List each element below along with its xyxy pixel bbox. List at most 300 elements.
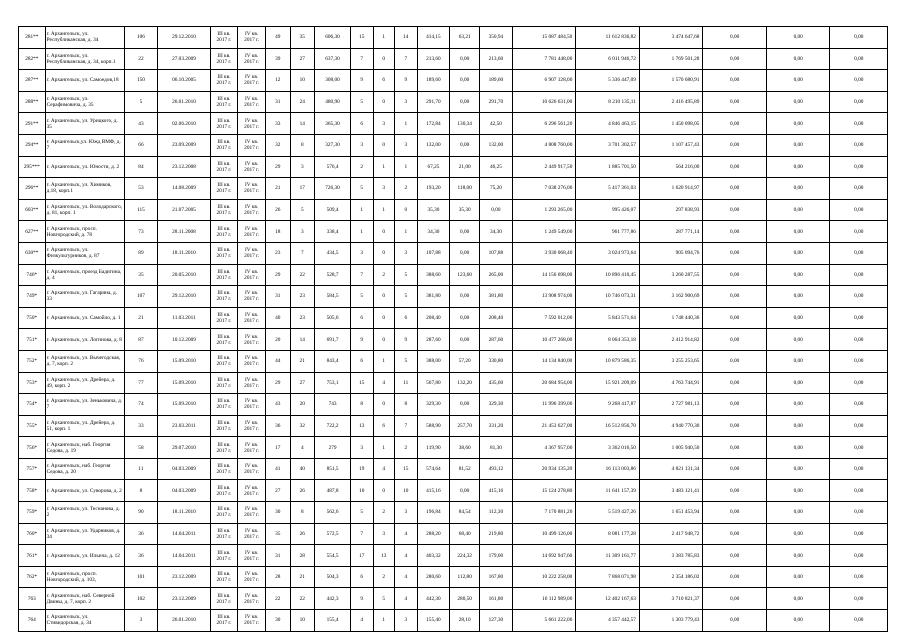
table-cell-c17: 8 210 135,11 [576,91,640,113]
table-cell-id: 282** [19,48,46,70]
table-cell-c15: 208,40 [480,307,513,329]
table-cell-address: г. Архангельск, наб. Георгия Седова, д. 19 [45,437,124,459]
table-cell-id: 295*** [19,156,46,178]
table-cell-c19: 0,00 [703,70,767,92]
table-cell-c15: 42,50 [480,113,513,135]
table-cell-c8: 32 [290,415,315,437]
table-cell-c13: 280,60 [417,566,450,588]
table-cell-c19: 0,00 [703,588,767,610]
table-cell-c3: 8 [124,480,158,502]
table-cell-c13: 119,90 [417,437,450,459]
table-cell-c12: 6 [395,307,418,329]
table-cell-c6: IV кв. 2017 г. [238,545,266,567]
table-cell-c16: 16 112 989,00 [512,588,576,610]
table-cell-id: 759* [19,502,46,524]
table-cell-c17: 5 519 427,26 [576,502,640,524]
table-cell-c20: 0,00 [766,588,830,610]
table-cell-c7: 33 [265,113,290,135]
table-cell-c4: 14.04.2011 [158,523,210,545]
table-cell-c10: 3 [350,437,373,459]
table-cell-c12: 14 [395,27,418,49]
table-cell-c21: 0,00 [830,70,888,92]
table-cell-c6: IV кв. 2017 г. [238,134,266,156]
table-cell-c10: 1 [350,221,373,243]
table-cell-c14: 84,54 [450,502,480,524]
table-cell-c20: 0,00 [766,307,830,329]
table-cell-c9: 442,3 [315,588,351,610]
table-cell-c15: 331,20 [480,415,513,437]
table-cell-c9: 584,5 [315,286,351,308]
table-cell-c14: 0,00 [450,286,480,308]
table-cell-c19: 0,00 [703,458,767,480]
table-row [19,480,888,502]
table-cell-c19: 0,00 [703,113,767,135]
table-cell-c3: 115 [124,199,158,221]
table-cell-c4: 23.09.2009 [158,134,210,156]
table-cell-c15: 415,16 [480,480,513,502]
table-cell-c21: 0,00 [830,199,888,221]
table-cell-c21: 0,00 [830,545,888,567]
table-cell-c8: 10 [290,70,315,92]
table-cell-id: 756* [19,437,46,459]
table-cell-c19: 0,00 [703,91,767,113]
table-cell-id: 627** [19,221,46,243]
table-cell-c19: 0,00 [703,350,767,372]
table-cell-c12: 7 [395,48,418,70]
table-cell-c18: 2 417 948,72 [639,523,703,545]
table-cell-c18: 3 162 900,69 [639,286,703,308]
table-cell-c6: IV кв. 2017 г. [238,610,266,632]
table-cell-c4: 15.09.2010 [158,372,210,394]
table-cell-address: г. Архангельск, ул. Химиков, д.18, корп.1 [45,178,124,200]
table-cell-c6: IV кв. 2017 г. [238,437,266,459]
table-cell-c19: 0,00 [703,523,767,545]
table-cell-c14: 0,00 [450,134,480,156]
table-cell-c19: 0,00 [703,372,767,394]
table-cell-c13: 588,90 [417,415,450,437]
table-cell-c12: 3 [395,91,418,113]
table-cell-c3: 74 [124,394,158,416]
table-cell-address: г. Архангельск, просп. Новгородский, д. 103, [45,566,124,588]
table-row [19,70,888,92]
table-cell-c6: IV кв. 2017 г. [238,156,266,178]
table-cell-c14: 0,00 [450,91,480,113]
table-row [19,329,888,351]
table-cell-c16: 10 626 631,00 [512,91,576,113]
table-cell-c18: 2 354 186,02 [639,566,703,588]
table-row [19,242,888,264]
table-cell-c6: IV кв. 2017 г. [238,372,266,394]
table-cell-c10: 7 [350,523,373,545]
table-cell-c6: IV кв. 2017 г. [238,502,266,524]
table-cell-c5: III кв. 2017 г. [210,545,238,567]
table-cell-c16: 10 477 268,00 [512,329,576,351]
table-cell-c3: 53 [124,178,158,200]
table-cell-c4: 29.12.2010 [158,286,210,308]
table-cell-c17: 1 885 701,50 [576,156,640,178]
table-cell-c20: 0,00 [766,48,830,70]
table-cell-c7: 36 [265,415,290,437]
table-cell-id: 761* [19,545,46,567]
table-cell-c5: III кв. 2017 г. [210,458,238,480]
table-cell-c18: 1 107 457,43 [639,134,703,156]
table-cell-c5: III кв. 2017 г. [210,307,238,329]
table-cell-address: г. Архангельск, ул. Юности, д. 2 [45,156,124,178]
table-cell-c20: 0,00 [766,113,830,135]
table-cell-c20: 0,00 [766,27,830,49]
table-cell-c3: 150 [124,70,158,92]
table-cell-c14: 123,60 [450,264,480,286]
table-cell-c9: 691,7 [315,329,351,351]
table-cell-c16: 7 781 448,00 [512,48,576,70]
table-cell-c6: IV кв. 2017 г. [238,458,266,480]
table-row [19,134,888,156]
table-cell-c8: 17 [290,178,315,200]
table-cell-address: г. Архангельск, ул. Суворова, д. 2 [45,480,124,502]
table-cell-c20: 0,00 [766,415,830,437]
table-cell-c7: 31 [265,545,290,567]
table-cell-address: г. Архангельск, ул. Самойло, д. 1 [45,307,124,329]
table-cell-c7: 30 [265,502,290,524]
table-cell-c19: 0,00 [703,221,767,243]
table-cell-c10: 10 [350,480,373,502]
table-cell-c3: 5 [124,91,158,113]
table-cell-c5: III кв. 2017 г. [210,264,238,286]
table-cell-c18: 3 483 121,41 [639,480,703,502]
table-cell-c9: 480,90 [315,91,351,113]
table-cell-c9: 327,30 [315,134,351,156]
table-cell-c8: 22 [290,588,315,610]
table-cell-c18: 297 838,93 [639,199,703,221]
table-cell-c3: 107 [124,286,158,308]
table-cell-c10: 5 [350,91,373,113]
table-cell-c17: 11 641 157,39 [576,480,640,502]
table-cell-c14: 0,00 [450,48,480,70]
table-cell-c9: 851,5 [315,458,351,480]
table-cell-c18: 2 416 495,89 [639,91,703,113]
table-cell-c20: 0,00 [766,264,830,286]
table-cell-c6: IV кв. 2017 г. [238,588,266,610]
table-cell-c6: IV кв. 2017 г. [238,242,266,264]
table-cell-c9: 743 [315,394,351,416]
table-cell-id: 754* [19,394,46,416]
table-cell-c8: 3 [290,156,315,178]
table-cell-c15: 329,30 [480,394,513,416]
table-cell-c20: 0,00 [766,242,830,264]
table-cell-c21: 0,00 [830,415,888,437]
table-cell-c3: 102 [124,588,158,610]
table-cell-c11: 0 [373,91,395,113]
table-cell-id: 760* [19,523,46,545]
table-cell-c14: 21,00 [450,156,480,178]
table-cell-c4: 23.12.2009 [158,588,210,610]
table-cell-c15: 34,30 [480,221,513,243]
table-cell-c8: 40 [290,458,315,480]
table-cell-c7: 43 [265,394,290,416]
table-cell-c19: 0,00 [703,480,767,502]
table-cell-c5: III кв. 2017 г. [210,437,238,459]
table-cell-c13: 388,60 [417,264,450,286]
table-cell-c20: 0,00 [766,350,830,372]
table-cell-c8: 20 [290,394,315,416]
table-cell-c14: 0,00 [450,307,480,329]
table-cell-address: г. Архангельск, просп. Новгородский, д. 78 [45,221,124,243]
table-cell-c7: 17 [265,437,290,459]
table-cell-c11: 4 [373,372,395,394]
table-cell-c13: 415,16 [417,480,450,502]
table-cell-id: 287** [19,70,46,92]
table-cell-c4: 04.03.2009 [158,458,210,480]
table-cell-c11: 1 [373,437,395,459]
table-cell-c5: III кв. 2017 г. [210,70,238,92]
table-cell-c4: 26.01.2010 [158,610,210,632]
table-cell-c15: 213,60 [480,48,513,70]
table-cell-c18: 4 940 770,30 [639,415,703,437]
table-cell-c11: 0 [373,394,395,416]
table-cell-c14: 224,32 [450,545,480,567]
table-cell-c15: 107,88 [480,242,513,264]
table-cell-c8: 14 [290,329,315,351]
table-cell-address: г. Архангельск, ул. Володарского, д. 81, корп. 1 [45,199,124,221]
table-cell-c8: 5 [290,199,315,221]
table-cell-c14: 28,10 [450,610,480,632]
table-cell-c20: 0,00 [766,372,830,394]
table-cell-c16: 6 907 128,00 [512,70,576,92]
table-cell-c20: 0,00 [766,437,830,459]
table-cell-c5: III кв. 2017 г. [210,415,238,437]
table-cell-c7: 40 [265,307,290,329]
table-cell-c4: 23.03.2011 [158,415,210,437]
table-cell-c12: 5 [395,286,418,308]
table-cell-c20: 0,00 [766,199,830,221]
table-cell-c16: 7 592 012,00 [512,307,576,329]
table-cell-c19: 0,00 [703,242,767,264]
table-cell-c5: III кв. 2017 г. [210,221,238,243]
table-cell-c10: 9 [350,329,373,351]
table-cell-c18: 3 255 253,65 [639,350,703,372]
table-cell-c13: 155,40 [417,610,450,632]
table-cell-c6: IV кв. 2017 г. [238,91,266,113]
table-cell-c11: 0 [373,286,395,308]
table-cell-c5: III кв. 2017 г. [210,566,238,588]
table-cell-c15: 493,12 [480,458,513,480]
table-cell-c4: 18.11.2010 [158,502,210,524]
table-cell-c17: 5 843 571,64 [576,307,640,329]
table-cell-c17: 10 879 586,35 [576,350,640,372]
table-cell-c20: 0,00 [766,394,830,416]
table-cell-c9: 504,3 [315,566,351,588]
table-cell-c10: 17 [350,545,373,567]
table-cell-c9: 722,2 [315,415,351,437]
table-cell-c16: 20 684 954,00 [512,372,576,394]
table-cell-c7: 44 [265,350,290,372]
table-cell-c12: 10 [395,480,418,502]
table-cell-c11: 3 [373,523,395,545]
table-cell-c10: 7 [350,264,373,286]
table-cell-c15: 75,20 [480,178,513,200]
table-cell-c20: 0,00 [766,545,830,567]
table-cell-c14: 63,21 [450,27,480,49]
table-cell-c9: 308,00 [315,70,351,92]
table-cell-c13: 329,30 [417,394,450,416]
table-cell-c12: 9 [395,70,418,92]
table-row [19,113,888,135]
table-cell-c13: 288,20 [417,523,450,545]
table-cell-c21: 0,00 [830,523,888,545]
table-cell-c12: 7 [395,415,418,437]
table-cell-c19: 0,00 [703,610,767,632]
table-cell-c17: 4 846 463,15 [576,113,640,135]
table-cell-c10: 3 [350,242,373,264]
table-cell-c12: 1 [395,221,418,243]
table-cell-c4: 15.09.2010 [158,350,210,372]
table-row [19,394,888,416]
table-cell-c11: 6 [373,70,395,92]
table-cell-c21: 0,00 [830,610,888,632]
table-cell-c9: 843,4 [315,350,351,372]
table-cell-c18: 3 383 785,83 [639,545,703,567]
table-cell-c19: 0,00 [703,48,767,70]
table-cell-c17: 11 309 161,77 [576,545,640,567]
table-cell-c10: 3 [350,134,373,156]
table-cell-c4: 26.01.2010 [158,91,210,113]
table-cell-c18: 1 450 098,05 [639,113,703,135]
table-cell-c13: 193,20 [417,178,450,200]
table-cell-c7: 29 [265,372,290,394]
table-cell-address: г. Архангельск, проезд Бадигина, д. 4 [45,264,124,286]
table-cell-c18: 905 094,76 [639,242,703,264]
table-cell-c16: 20 934 135,20 [512,458,576,480]
table-row [19,307,888,329]
table-cell-c19: 0,00 [703,264,767,286]
table-cell-c10: 6 [350,113,373,135]
table-cell-c15: 0,00 [480,199,513,221]
table-cell-c7: 35 [265,523,290,545]
table-cell-address: г. Архангельск, ул. Логинова, д. 8 [45,329,124,351]
table-cell-c14: 130,34 [450,113,480,135]
table-cell-c9: 434,5 [315,242,351,264]
table-cell-c20: 0,00 [766,566,830,588]
table-cell-address: г. Архангельск, ул. Дрейера, д. 49, корп. 2 [45,372,124,394]
table-cell-c9: 155,4 [315,610,351,632]
table-cell-c17: 5 336 447,09 [576,70,640,92]
table-cell-c12: 5 [395,264,418,286]
table-cell-c13: 107,88 [417,242,450,264]
table-cell-c11: 0 [373,307,395,329]
table-cell-c5: III кв. 2017 г. [210,27,238,49]
table-row [19,502,888,524]
table-cell-c21: 0,00 [830,178,888,200]
table-cell-c18: 3 710 821,37 [639,588,703,610]
table-cell-address: г. Архангельск, ул. Дрейера, д. 51, корп. 1 [45,415,124,437]
table-cell-c14: 35,30 [450,199,480,221]
table-cell-c11: 0 [373,480,395,502]
table-cell-c6: IV кв. 2017 г. [238,394,266,416]
table-cell-c19: 0,00 [703,156,767,178]
table-cell-c16: 7 170 881,20 [512,502,576,524]
table-cell-c3: 22 [124,48,158,70]
table-cell-c5: III кв. 2017 г. [210,286,238,308]
table-cell-c8: 35 [290,27,315,49]
table-row [19,372,888,394]
table-cell-c6: IV кв. 2017 г. [238,70,266,92]
table-row [19,523,888,545]
table-row [19,415,888,437]
table-cell-c10: 8 [350,394,373,416]
table-cell-c9: 509,4 [315,199,351,221]
table-cell-c5: III кв. 2017 г. [210,480,238,502]
table-cell-c14: 112,80 [450,566,480,588]
table-cell-c19: 0,00 [703,134,767,156]
table-cell-id: 603** [19,199,46,221]
table-cell-c18: 1 769 501,28 [639,48,703,70]
table-cell-c8: 26 [290,523,315,545]
table-cell-c13: 189,60 [417,70,450,92]
table-cell-c17: 8 064 353,18 [576,329,640,351]
table-cell-c21: 0,00 [830,566,888,588]
table-cell-address: г. Архангельск, ул. Зеньковича, д. 7 [45,394,124,416]
table-row [19,178,888,200]
table-cell-c3: 101 [124,566,158,588]
table-cell-c17: 15 921 209,09 [576,372,640,394]
table-cell-c7: 26 [265,199,290,221]
table-cell-c4: 14.08.2009 [158,178,210,200]
table-cell-c17: 3 024 973,64 [576,242,640,264]
table-cell-c16: 15 124 278,80 [512,480,576,502]
table-cell-c6: IV кв. 2017 г. [238,415,266,437]
table-cell-c5: III кв. 2017 г. [210,91,238,113]
table-cell-id: 291** [19,113,46,135]
table-cell-c14: 118,00 [450,178,480,200]
table-cell-c16: 1 293 265,00 [512,199,576,221]
table-cell-c3: 89 [124,242,158,264]
table-cell-c4: 14.04.2011 [158,545,210,567]
table-cell-c20: 0,00 [766,221,830,243]
table-cell-c3: 58 [124,437,158,459]
table-cell-c3: 76 [124,350,158,372]
table-cell-address: г. Архангельск, ул. Стивидорская, д. 34 [45,610,124,632]
table-cell-c15: 219,80 [480,523,513,545]
table-cell-c4: 27.03.2009 [158,48,210,70]
table-cell-c16: 15 087 484,50 [512,27,576,49]
table-cell-c8: 21 [290,350,315,372]
table-cell-id: 752* [19,350,46,372]
table-cell-c14: 257,70 [450,415,480,437]
table-cell-c16: 4 367 957,00 [512,437,576,459]
table-cell-c8: 3 [290,221,315,243]
table-cell-c16: 11 996 399,00 [512,394,576,416]
table-cell-c19: 0,00 [703,178,767,200]
table-cell-c9: 505,6 [315,307,351,329]
table-cell-c21: 0,00 [830,372,888,394]
table-cell-c11: 1 [373,350,395,372]
table-cell-c3: 3 [124,610,158,632]
table-cell-c12: 9 [395,329,418,351]
table-cell-c11: 0 [373,48,395,70]
table-cell-c7: 29 [265,156,290,178]
table-cell-c16: 14 692 947,60 [512,545,576,567]
table-cell-c14: 38,60 [450,437,480,459]
table-cell-c5: III кв. 2017 г. [210,523,238,545]
table-cell-c8: 21 [290,566,315,588]
table-cell-c20: 0,00 [766,70,830,92]
table-cell-c12: 3 [395,610,418,632]
table-cell-c8: 26 [290,480,315,502]
table-cell-c5: III кв. 2017 г. [210,329,238,351]
table-cell-c13: 213,60 [417,48,450,70]
table-cell-c11: 3 [373,178,395,200]
table-cell-c3: 73 [124,221,158,243]
